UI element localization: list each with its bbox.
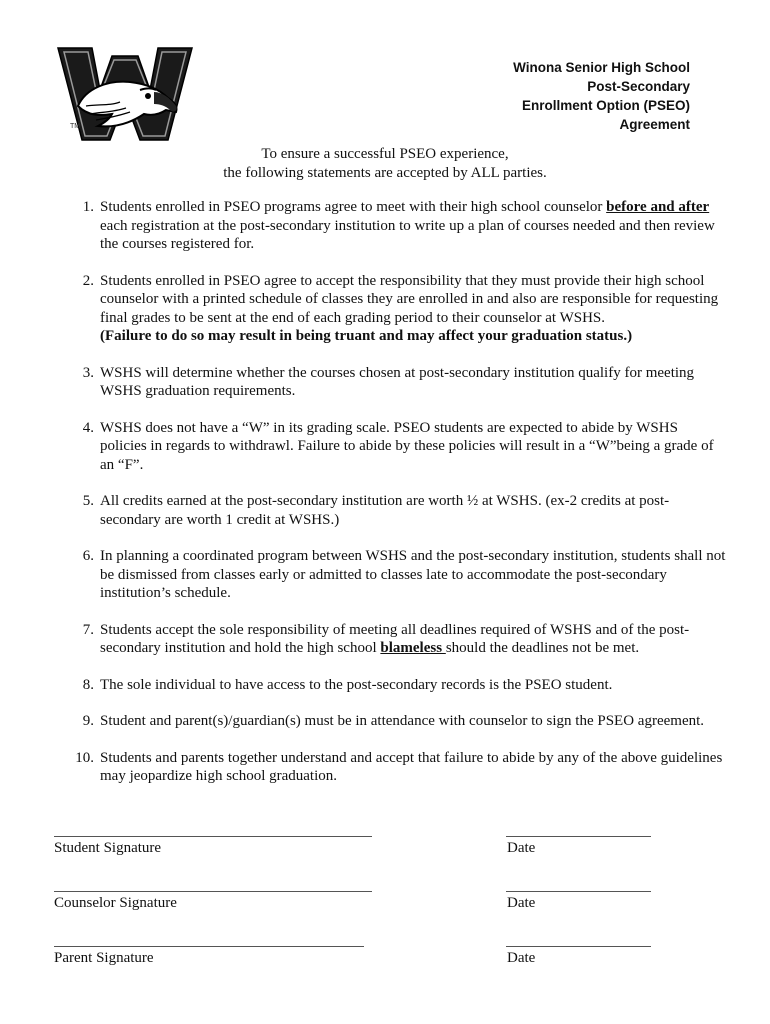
statement-number: 1. bbox=[82, 199, 94, 215]
failure-warning: (Failure to do so may result in being truant and may affect your graduation status.) bbox=[100, 328, 633, 344]
student-signature-label: Student Signature bbox=[54, 840, 162, 856]
parent-date-line[interactable] bbox=[506, 946, 651, 947]
student-signature-row bbox=[0, 826, 770, 886]
student-signature-line[interactable] bbox=[54, 836, 372, 837]
intro-line-1: To ensure a successful PSEO experience, bbox=[261, 146, 509, 162]
parent-signature-line[interactable] bbox=[54, 946, 364, 947]
emphasis-blameless: blameless bbox=[380, 640, 446, 656]
statement-3: 3. WSHS will determine whether the courses chosen at post-secondary institution qualify for meeting WSHS graduation requirements. bbox=[66, 364, 726, 401]
intro-line-2: the following statements are accepted by ALL parties. bbox=[223, 165, 547, 181]
statement-9: 9. Student and parent(s)/guardian(s) must be in attendance with counselor to sign the PSEO agreement. bbox=[66, 712, 726, 731]
statement-number: 10. bbox=[75, 749, 94, 766]
emphasis-before-and-after: before and after bbox=[606, 199, 710, 215]
statement-7: 7. Students accept the sole responsibility of meeting all deadlines required of WSHS and of the post-secondary institution and hold the high school blameless should the deadlines not be met. bbox=[66, 621, 726, 658]
trademark-mark: TM bbox=[70, 123, 81, 130]
statement-number: 2. bbox=[82, 272, 94, 289]
statement-6: 6. In planning a coordinated program between WSHS and the post-secondary institution, students shall not be dismissed from classes early or admitted to classes late to accommodate the post-secondary institution’s schedule. bbox=[66, 547, 726, 603]
statement-10: 10. Students and parents together understand and accept that failure to abide by any of the above guidelines may jeopardize high school graduation. bbox=[66, 749, 726, 786]
student-date-label: Date bbox=[507, 840, 536, 856]
counselor-signature-label: Counselor Signature bbox=[54, 895, 177, 911]
statement-1: 1. Students enrolled in PSEO programs agree to meet with their high school counselor before and after each registration at the post-secondary institution to write up a plan of courses needed and then review the courses registered for. bbox=[66, 198, 726, 254]
student-date-line[interactable] bbox=[506, 836, 651, 837]
statement-number: 5. bbox=[82, 493, 94, 509]
statement-5: 5. All credits earned at the post-secondary institution are worth ½ at WSHS. (ex-2 credits at post-secondary are worth 1 credit at WSHS.) bbox=[66, 492, 726, 529]
counselor-date-label: Date bbox=[507, 895, 536, 911]
title-line-4: Agreement bbox=[619, 117, 690, 132]
statement-number: 7. bbox=[82, 621, 94, 638]
counselor-date-line[interactable] bbox=[506, 891, 651, 892]
parent-signature-label: Parent Signature bbox=[54, 950, 154, 966]
intro-text bbox=[0, 145, 770, 183]
statement-number: 9. bbox=[82, 713, 94, 729]
statement-number: 8. bbox=[82, 676, 94, 693]
statement-2: 2. Students enrolled in PSEO agree to accept the responsibility that they must provide their high school counselor with a printed schedule of classes they are enrolled in and also are responsible for requesting final grades to be sent at the end of each grading period to their counselor at WSHS. (Failure to do so may result in being truant and may affect your graduation status.) bbox=[66, 272, 726, 346]
statement-8: 8. The sole individual to have access to the post-secondary records is the PSEO student. bbox=[66, 676, 726, 695]
parent-signature-row bbox=[0, 936, 770, 996]
title-line-3: Enrollment Option (PSEO) bbox=[522, 98, 690, 113]
parent-date-label: Date bbox=[507, 950, 536, 966]
winona-w-eagle-logo bbox=[56, 44, 194, 144]
document-title-block bbox=[513, 58, 690, 134]
counselor-signature-row bbox=[0, 881, 770, 941]
school-name: Winona Senior High School bbox=[513, 60, 690, 75]
statement-number: 4. bbox=[82, 419, 94, 436]
statement-number: 3. bbox=[82, 364, 94, 381]
counselor-signature-line[interactable] bbox=[54, 891, 372, 892]
agreement-statements-list bbox=[66, 198, 726, 804]
statement-4: 4. WSHS does not have a “W” in its grading scale. PSEO students are expected to abide by WSHS policies in regards to withdrawl. Failure to abide by these policies will result in a “W”being a grade of an “F”. bbox=[66, 419, 726, 475]
title-line-2: Post-Secondary bbox=[587, 79, 690, 94]
statement-number: 6. bbox=[82, 548, 94, 564]
